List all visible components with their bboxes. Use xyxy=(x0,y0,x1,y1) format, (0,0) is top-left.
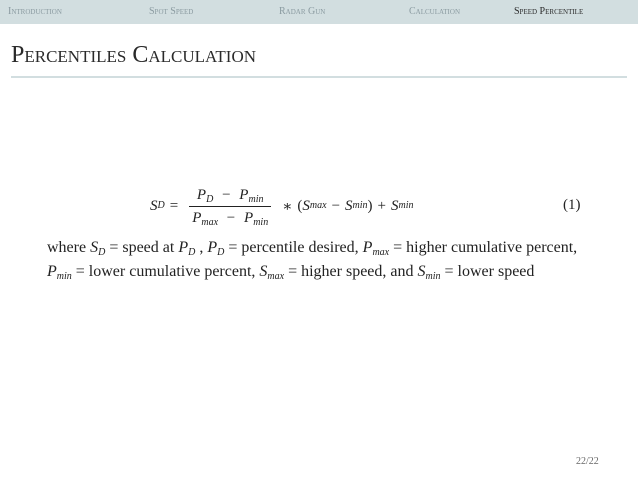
desc-text: = higher speed, and xyxy=(284,263,418,280)
desc-text: = higher cumulative percent, xyxy=(389,239,578,256)
desc-text: = percentile desired, xyxy=(224,239,363,256)
eq-num-b: P xyxy=(239,186,249,203)
percentile-equation: S D = $\frac{P_D - P_{min}}{P_{max} - P_{min}}$ ∗ ( S max − S min ) + S min xyxy=(150,186,414,228)
eq-paren-close: ) xyxy=(367,197,373,214)
desc-var: P xyxy=(178,239,189,256)
eq-num-a-sub: D xyxy=(206,193,214,205)
eq-times: ∗ xyxy=(282,198,293,215)
eq-paren-minus: − xyxy=(331,197,341,214)
desc-sub: D xyxy=(98,247,106,258)
eq-s-max: S xyxy=(302,197,310,214)
eq-s-min: S xyxy=(345,197,353,214)
title-divider xyxy=(11,76,627,78)
desc-var: S xyxy=(259,263,268,280)
eq-den-b: P xyxy=(244,209,254,226)
desc-var: P xyxy=(47,263,57,280)
eq-num-a: P xyxy=(196,186,207,203)
nav-item-spot-speed[interactable]: Spot Speed xyxy=(149,6,194,17)
desc-var: S xyxy=(90,239,99,256)
desc-text: , xyxy=(195,239,208,256)
navigation-bar xyxy=(0,0,638,24)
eq-den-b-sub: min xyxy=(253,216,269,228)
eq-fraction-bar xyxy=(189,206,271,207)
desc-text: = speed at xyxy=(105,239,179,256)
equation-number: (1) xyxy=(563,197,581,213)
eq-lhs: S xyxy=(150,197,158,214)
eq-denominator xyxy=(189,209,271,227)
eq-numerator xyxy=(194,186,267,204)
eq-equals: = xyxy=(169,197,179,214)
eq-num-b-sub: min xyxy=(248,193,264,205)
page-number: 22/22 xyxy=(576,456,599,467)
eq-num-minus: − xyxy=(222,186,231,203)
desc-sub: max xyxy=(267,271,285,282)
desc-sub: max xyxy=(372,247,390,258)
slide-title: Percentiles Calculation xyxy=(11,42,256,68)
desc-sub: D xyxy=(188,247,196,258)
eq-den-minus: − xyxy=(226,209,236,226)
desc-var: S xyxy=(417,263,426,280)
eq-plus: + xyxy=(377,197,386,214)
desc-text: = lower cumulative percent, xyxy=(71,263,260,280)
desc-sub: D xyxy=(217,247,225,258)
eq-fraction xyxy=(189,186,271,227)
desc-sub: min xyxy=(425,271,441,282)
eq-den-a: P xyxy=(192,209,202,226)
desc-text: where xyxy=(47,239,91,256)
desc-var: P xyxy=(362,239,373,256)
desc-text: = lower speed xyxy=(440,263,535,280)
desc-sub: min xyxy=(56,271,72,282)
eq-paren-open: ( xyxy=(297,197,303,214)
nav-item-introduction[interactable]: Introduction xyxy=(8,6,62,17)
eq-s-min-2: S xyxy=(391,197,399,214)
nav-item-calculation[interactable]: Calculation xyxy=(409,6,460,17)
nav-item-radar-gun[interactable]: Radar Gun xyxy=(279,6,326,17)
nav-item-speed-percentile[interactable]: Speed Percentile xyxy=(514,6,584,17)
eq-den-a-sub: max xyxy=(201,216,219,228)
variable-description xyxy=(47,236,597,284)
desc-var: P xyxy=(207,239,218,256)
